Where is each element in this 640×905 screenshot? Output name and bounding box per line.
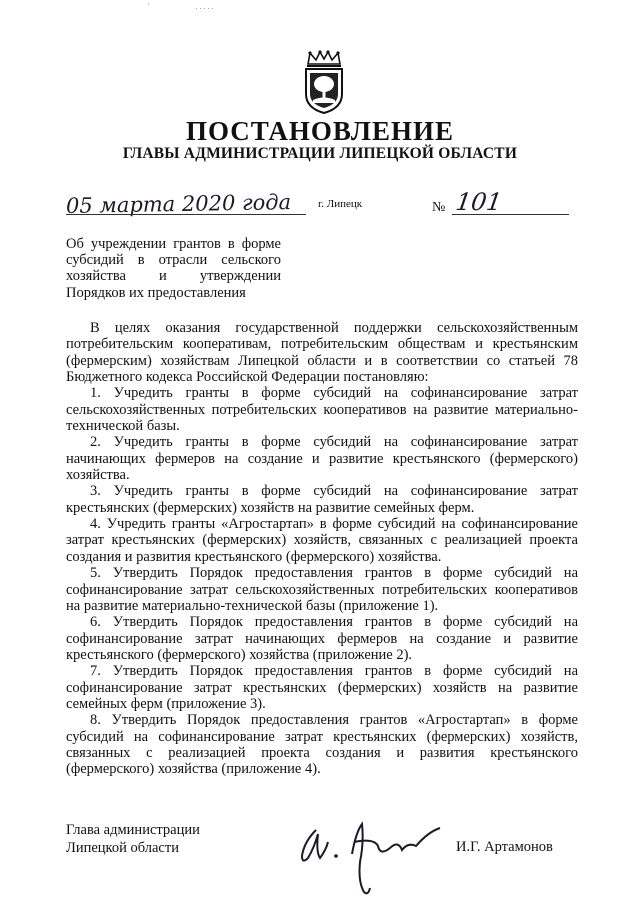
clause-2: 2. Учредить гранты в форме субсидий на софинансирование затрат начинающих фермеров на создание и развитие крестьянского (фермерского) хозяйства. <box>66 434 578 484</box>
document-title: ПОСТАНОВЛЕНИЕ <box>185 116 455 146</box>
document-body <box>66 320 578 778</box>
coat-of-arms-icon <box>300 50 348 114</box>
clause-5: 5. Утвердить Порядок предоставления грантов в форме субсидий на софинансирование затрат сельскохозяйственных потребительских кооперативов на развитие материально-технической базы (приложение 1). <box>66 565 578 614</box>
date-underline <box>66 214 306 215</box>
handwritten-date: 05 марта 2020 года <box>65 190 292 218</box>
clause-8: 8. Утвердить Порядок предоставления грантов «Агростартап» в форме субсидий на софинансирование затрат крестьянских (фермерских) хозяйств, связанных с реализацией проекта создания и развития крестьянского (фермерского) хозяйства (приложение 4). <box>66 712 578 778</box>
clause-1: 1. Учредить гранты в форме субсидий на софинансирование затрат сельскохозяйственных потребительских кооперативов на развитие материально-технической базы. <box>66 385 578 435</box>
signatory-name: И.Г. Артамонов <box>456 839 553 855</box>
document-topic: Об учреждении грантов в форме субсидий в отрасли сельского хозяйства и утверждении Порядков их предоставления <box>66 236 281 301</box>
clause-6: 6. Утвердить Порядок предоставления грантов в форме субсидий на софинансирование затрат начинающих фермеров на создание и развитие крестьянского (фермерского) хозяйства (приложение 2). <box>66 614 578 663</box>
signatory-position <box>66 822 200 857</box>
handwritten-signature-icon <box>294 812 444 898</box>
scan-artifact: ' . . . . . <box>148 2 214 11</box>
number-label: № <box>432 200 446 215</box>
number-underline <box>452 214 569 215</box>
document-subtitle: ГЛАВЫ АДМИНИСТРАЦИИ ЛИПЕЦКОЙ ОБЛАСТИ <box>122 145 518 162</box>
clause-4: 4. Учредить гранты «Агростартап» в форме субсидий на софинансирование затрат крестьянских (фермерских) хозяйств, связанных с реализацией проекта создания и развития крестьянского (фермерского) хозяйства. <box>66 516 578 565</box>
clause-7: 7. Утвердить Порядок предоставления грантов в форме субсидий на софинансирование затрат крестьянских (фермерских) хозяйств на развитие семейных ферм (приложение 3). <box>66 663 578 712</box>
position-line-2: Липецкой области <box>66 839 179 856</box>
clause-3: 3. Учредить гранты в форме субсидий на софинансирование затрат крестьянских (фермерских) хозяйств на развитие семейных ферм. <box>66 483 578 516</box>
city-label: г. Липецк <box>318 198 363 210</box>
intro-paragraph: В целях оказания государственной поддержки сельскохозяйственным потребительским кооперативам, потребительским обществам и крестьянским (фермерским) хозяйствам Липецкой области и в соответствии со статьей 78 Бюджетного кодекса Российской Федерации постановляю: <box>66 320 578 386</box>
handwritten-number: 101 <box>454 188 504 216</box>
position-line-1: Глава администрации <box>66 822 200 838</box>
